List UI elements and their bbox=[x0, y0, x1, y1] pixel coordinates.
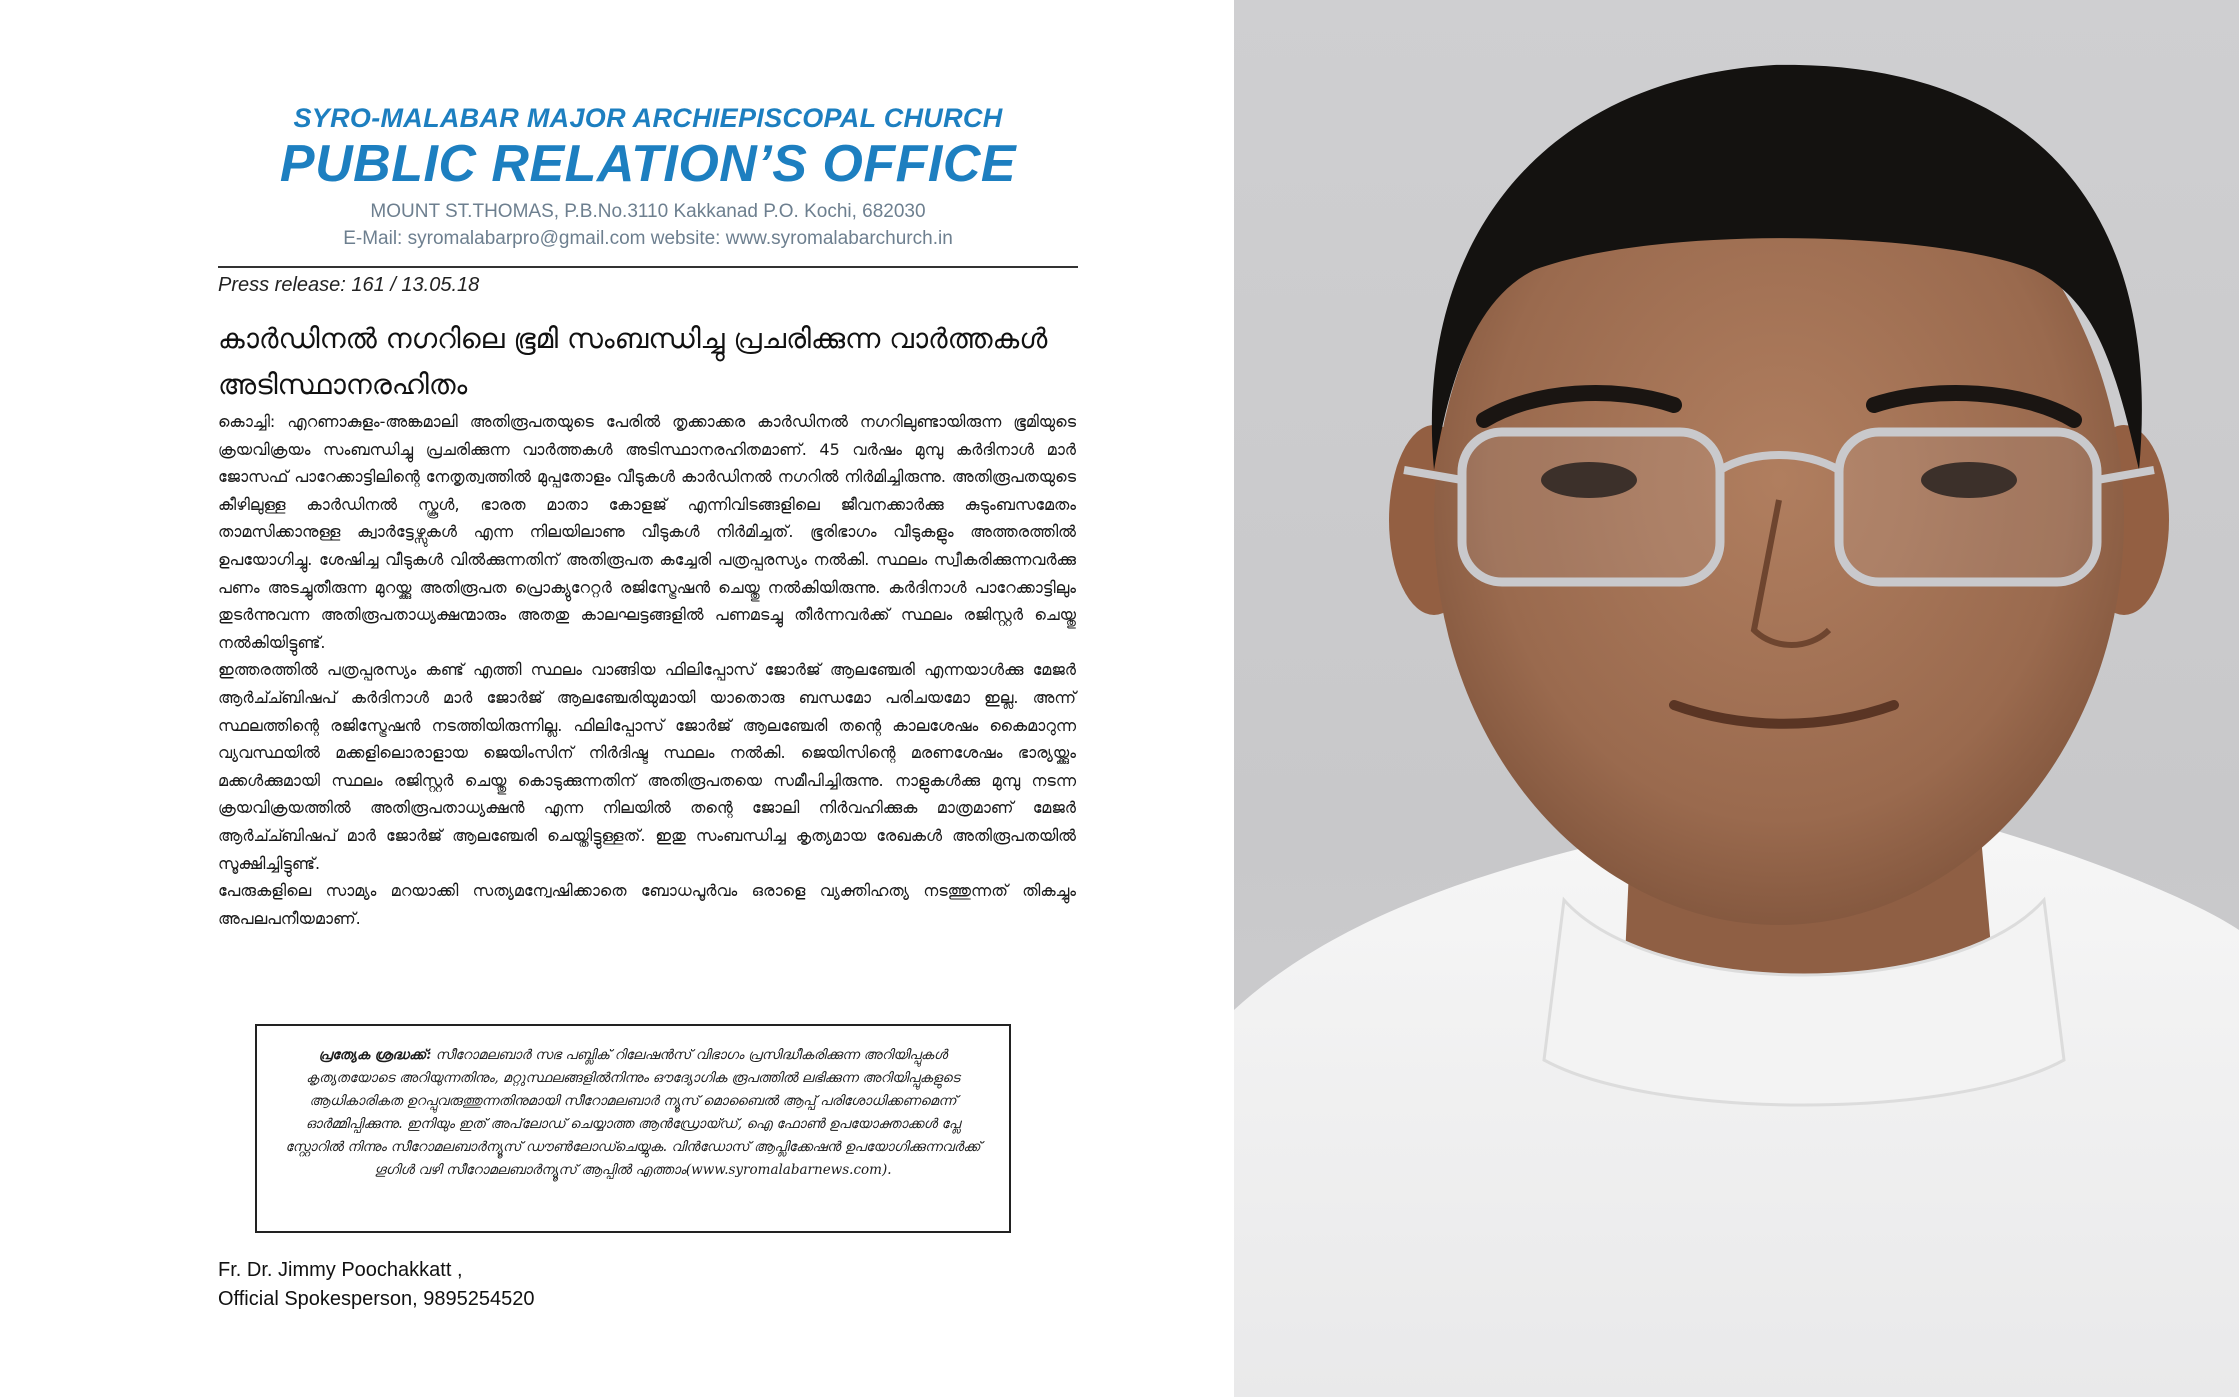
press-release-number: Press release: 161 / 13.05.18 bbox=[218, 274, 480, 296]
notice-lead: പ്രത്യേക ശ്രദ്ധക്ക്: bbox=[318, 1047, 432, 1063]
office-contact: E-Mail: syromalabarpro@gmail.com website: www.syromalabarchurch.in bbox=[343, 228, 953, 249]
headline: കാർഡിനൽ നഗറിലെ ഭൂമി സംബന്ധിച്ചു പ്രചരിക്കുന്ന വാർത്തകൾ അടിസ്ഥാനരഹിതം bbox=[218, 322, 1048, 401]
spokesperson-name: Fr. Dr. Jimmy Poochakkatt , bbox=[218, 1259, 463, 1281]
right-lens-shape bbox=[1839, 432, 2097, 582]
letterhead bbox=[218, 102, 1078, 252]
special-notice-box bbox=[255, 1024, 1011, 1233]
notice-text: സീറോമലബാർ സഭ പബ്ലിക് റിലേഷൻസ് വിഭാഗം പ്രസിദ്ധീകരിക്കുന്ന അറിയിപ്പുകൾ കൃത്യതയോടെ അറിയുന്നതിനും, മറ്റുസ്ഥലങ്ങളിൽനിന്നും ഔദ്യോഗിക രൂപത്തിൽ ലഭിക്കുന്ന അറിയിപ്പുകളുടെ ആധികാരികത ഉറപ്പുവരുത്തുന്നതിനുമായി സീറോമലബാർ ന്യൂസ് മൊബൈൽ ആപ്പ് പരിശോധിക്കണമെന്ന് ഓർമ്മിപ്പിക്കുന്നു. ഇനിയും ഇത് അപ്‌ലോഡ് ചെയ്യാത്ത ആൻഡ്രോയ്ഡ്, ഐ ഫോൺ ഉപയോക്താക്കൾ പ്ലേ സ്റ്റോറിൽ നിന്നും സീറോമലബാർന്യൂസ് ഡൗൺലോഡ്ചെയ്യുക. വിൻഡോസ് ആപ്ലിക്കേഷൻ ഉപയോഗിക്കുന്നവർക്ക് ഗൂഗിൾ വഴി സീറോമലബാർന്യൂസ് ആപ്പിൽ എത്താം(www.syromalabarnews.com). bbox=[285, 1047, 981, 1178]
paragraph-2: ഇത്തരത്തിൽ പത്രപ്പരസ്യം കണ്ട് എത്തി സ്ഥലം വാങ്ങിയ ഫിലിപ്പോസ് ജോർജ് ആലഞ്ചേരി എന്നയാൾക്കു മേജർ ആർച്ച്ബിഷപ് കർദിനാൾ മാർ ജോർജ് ആലഞ്ചേരിയുമായി യാതൊരു ബന്ധമോ പരിചയമോ ഇല്ല. അന്ന് സ്ഥലത്തിന്റെ രജിസ്ട്രേഷൻ നടത്തിയിരുന്നില്ല. ഫിലിപ്പോസ് ജോർജ് ആലഞ്ചേരി തന്റെ കാലശേഷം കൈമാറുന്ന വ്യവസ്ഥയിൽ മക്കളിലൊരാളായ ജെയിംസിന് നിർദിഷ്ട സ്ഥലം നൽകി. ജെയിസിന്റെ മരണശേഷം ഭാര്യയ്ക്കും മക്കൾക്കുമായി സ്ഥലം രജിസ്റ്റർ ചെയ്തു കൊടുക്കുന്നതിന് അതിരൂപതയെ സമീപിച്ചിരുന്നു. നാളുകൾക്കു മുമ്പു നടന്ന ക്രയവിക്രയത്തിൽ അതിരൂപതാധ്യക്ഷൻ എന്ന നിലയിൽ തന്റെ ജോലി നിർവഹിക്കുക മാത്രമാണ് മേജർ ആർച്ച്ബിഷപ് മാർ ജോർജ് ആലഞ്ചേരി ചെയ്തിട്ടുള്ളത്. ഇതു സംബന്ധിച്ച കൃത്യമായ രേഖകൾ അതിരൂപതയിൽ സൂക്ഷിച്ചിട്ടുണ്ട്. bbox=[218, 660, 1076, 873]
paragraph-3: പേരുകളിലെ സാമ്യം മറയാക്കി സത്യമന്വേഷിക്കാതെ ബോധപൂർവം ഒരാളെ വ്യക്തിഹത്യ നടത്തുന്നത് തികച്ചും അപലപനീയമാണ്. bbox=[218, 881, 1076, 928]
spokesperson-portrait bbox=[1234, 0, 2239, 1397]
paragraph-1: കൊച്ചി: എറണാകുളം-അങ്കമാലി അതിരൂപതയുടെ പേരിൽ തൃക്കാക്കര കാർഡിനൽ നഗറിലുണ്ടായിരുന്ന ഭൂമിയുടെ ക്രയവിക്രയം സംബന്ധിച്ചു പ്രചരിക്കുന്ന വാർത്തകൾ അടിസ്ഥാനരഹിതമാണ്. 45 വർഷം മുമ്പു കർദിനാൾ മാർ ജോസഫ് പാറേക്കാട്ടിലിന്റെ നേതൃത്വത്തിൽ മുപ്പതോളം വീടുകൾ കാർഡിനൽ നഗറിൽ നിർമിച്ചിരുന്നു. അതിരൂപതയുടെ കീഴിലുള്ള കാർഡിനൽ സ്കൂൾ, ഭാരത മാതാ കോളജ് എന്നിവിടങ്ങളിലെ ജീവനക്കാർക്കു കുടുംബസമേതം താമസിക്കാനുള്ള ക്വാർട്ടേഴ്സുകൾ എന്ന നിലയിലാണു വീടുകൾ നിർമിച്ചത്. ഭൂരിഭാഗം വീടുകളും അത്തരത്തിൽ ഉപയോഗിച്ചു. ശേഷിച്ച വീടുകൾ വിൽക്കുന്നതിന് അതിരൂപത കച്ചേരി പത്രപ്പരസ്യം നൽകി. സ്ഥലം സ്വീകരിക്കുന്നവർക്കു പണം അടച്ചുതീരുന്ന മുറയ്ക്കു അതിരൂപത പ്രൊക്യുറേറ്റർ രജിസ്ട്രേഷൻ ചെയ്തു നൽകിയിരുന്നു. കർദിനാൾ പാറേക്കാട്ടിലും തുടർന്നുവന്ന അതിരൂപതാധ്യക്ഷന്മാരും അതതു കാലഘട്ടങ്ങളിൽ പണമടച്ചു തീർന്നവർക്ക് സ്ഥലം രജിസ്റ്റർ ചെയ്തു നൽകിയിട്ടുണ്ട്. bbox=[218, 412, 1076, 652]
letterhead-divider bbox=[218, 266, 1078, 268]
release-body bbox=[218, 408, 1076, 932]
portrait-illustration bbox=[1234, 0, 2239, 1397]
office-address: MOUNT ST.THOMAS, P.B.No.3110 Kakkanad P.O. Kochi, 682030 bbox=[370, 201, 926, 222]
church-name: SYRO-MALABAR MAJOR ARCHIEPISCOPAL CHURCH bbox=[293, 103, 1003, 133]
office-title: PUBLIC RELATION’S OFFICE bbox=[279, 135, 1017, 193]
signature-block bbox=[218, 1256, 535, 1314]
left-lens-shape bbox=[1462, 432, 1720, 582]
spokesperson-title: Official Spokesperson, 9895254520 bbox=[218, 1288, 535, 1310]
